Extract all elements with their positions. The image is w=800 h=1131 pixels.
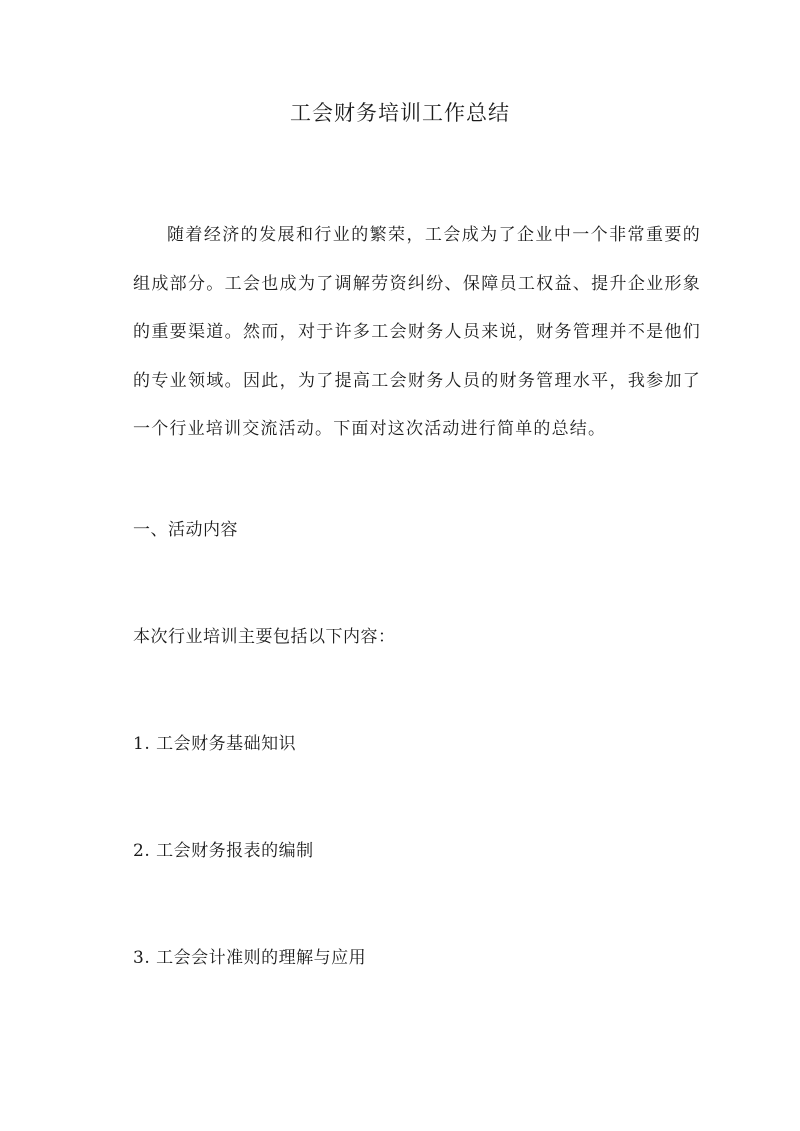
list-item: 2. 工会财务报表的编制 xyxy=(133,841,314,861)
intro-paragraph: 随着经济的发展和行业的繁荣，工会成为了企业中一个非常重要的组成部分。工会也成为了调解劳资纠纷、保障员工权益、提升企业形象的重要渠道。然而，对于许多工会财务人员来说，财务管理并不是他们的专业领域。因此，为了提高工会财务人员的财务管理水平，我参加了一个行业培训交流活动。下面对这次活动进行简单的总结。 xyxy=(133,225,701,439)
list-item: 3. 工会会计准则的理解与应用 xyxy=(133,948,367,968)
list-item: 1. 工会财务基础知识 xyxy=(133,734,297,754)
section-heading: 一、活动内容 xyxy=(133,520,238,540)
document-title: 工会财务培训工作总结 xyxy=(290,101,510,125)
list-intro: 本次行业培训主要包括以下内容： xyxy=(133,627,396,647)
